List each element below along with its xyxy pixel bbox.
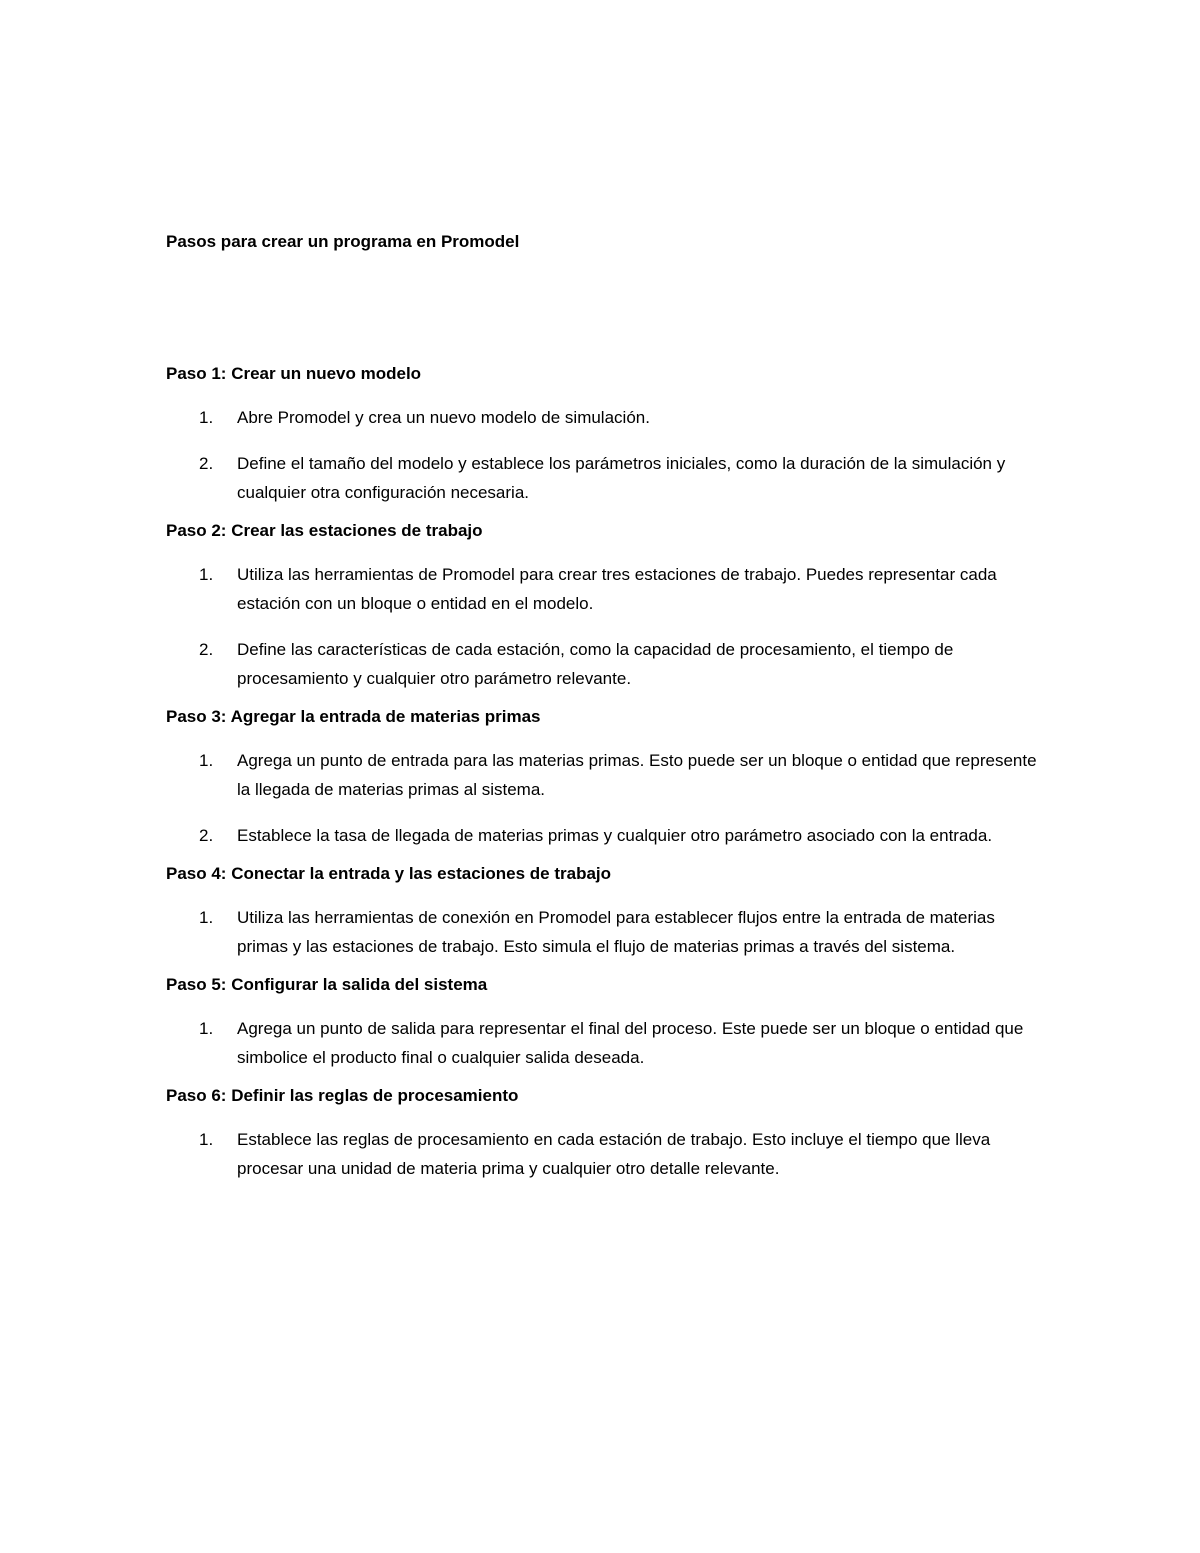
list-item-text: Establece las reglas de procesamiento en cada estación de trabajo. Esto incluye el tiempo que lleva procesar una unidad de materia prima y cualquier otro detalle relevante. xyxy=(237,1130,991,1178)
list-item-text: Abre Promodel y crea un nuevo modelo de simulación. xyxy=(237,408,650,427)
step-6-section xyxy=(166,1084,1046,1183)
step-5-list xyxy=(166,1014,1046,1072)
list-item-text: Establece la tasa de llegada de materias primas y cualquier otro parámetro asociado con la entrada. xyxy=(237,826,993,845)
list-item xyxy=(166,1014,1046,1072)
step-3-list xyxy=(166,746,1046,850)
list-item xyxy=(166,903,1046,961)
step-4-list xyxy=(166,903,1046,961)
document-content xyxy=(166,362,1046,1195)
list-item xyxy=(166,403,1046,432)
list-item-text: Agrega un punto de salida para representar el final del proceso. Este puede ser un bloque o entidad que simbolice el producto final o cualquier salida deseada. xyxy=(237,1019,1024,1067)
list-item xyxy=(166,449,1046,507)
list-number: 1. xyxy=(199,1019,214,1038)
list-item-text: Define el tamaño del modelo y establece los parámetros iniciales, como la duración de la simulación y cualquier otra configuración necesaria. xyxy=(237,454,1006,502)
list-item xyxy=(166,1125,1046,1183)
step-5-heading: Paso 5: Configurar la salida del sistema xyxy=(166,975,488,994)
list-item xyxy=(166,635,1046,693)
list-number: 2. xyxy=(199,454,214,473)
list-item-text: Agrega un punto de entrada para las materias primas. Esto puede ser un bloque o entidad que represente la llegada de materias primas al sistema. xyxy=(237,751,1037,799)
list-item xyxy=(166,746,1046,804)
list-number: 1. xyxy=(199,751,214,770)
list-item-text: Utiliza las herramientas de conexión en Promodel para establecer flujos entre la entrada de materias primas y las estaciones de trabajo. Esto simula el flujo de materias primas a través del sistema. xyxy=(237,908,995,956)
step-1-list xyxy=(166,403,1046,507)
step-2-list xyxy=(166,560,1046,693)
step-3-heading: Paso 3: Agregar la entrada de materias primas xyxy=(166,707,541,726)
list-number: 1. xyxy=(199,408,214,427)
step-5-section xyxy=(166,973,1046,1072)
list-number: 1. xyxy=(199,565,214,584)
step-6-list xyxy=(166,1125,1046,1183)
list-item-text: Utiliza las herramientas de Promodel para crear tres estaciones de trabajo. Puedes representar cada estación con un bloque o entidad en el modelo. xyxy=(237,565,997,613)
list-item xyxy=(166,560,1046,618)
document-title: Pasos para crear un programa en Promodel xyxy=(166,232,520,251)
step-4-heading: Paso 4: Conectar la entrada y las estaciones de trabajo xyxy=(166,864,612,883)
list-number: 1. xyxy=(199,908,214,927)
step-1-section xyxy=(166,362,1046,507)
step-4-section xyxy=(166,862,1046,961)
list-number: 2. xyxy=(199,640,214,659)
step-2-section xyxy=(166,519,1046,693)
step-2-heading: Paso 2: Crear las estaciones de trabajo xyxy=(166,521,483,540)
list-item xyxy=(166,821,1046,850)
list-number: 1. xyxy=(199,1130,214,1149)
list-number: 2. xyxy=(199,826,214,845)
step-3-section xyxy=(166,705,1046,850)
step-6-heading: Paso 6: Definir las reglas de procesamiento xyxy=(166,1086,519,1105)
step-1-heading: Paso 1: Crear un nuevo modelo xyxy=(166,364,422,383)
list-item-text: Define las características de cada estación, como la capacidad de procesamiento, el tiempo de procesamiento y cualquier otro parámetro relevante. xyxy=(237,640,954,688)
